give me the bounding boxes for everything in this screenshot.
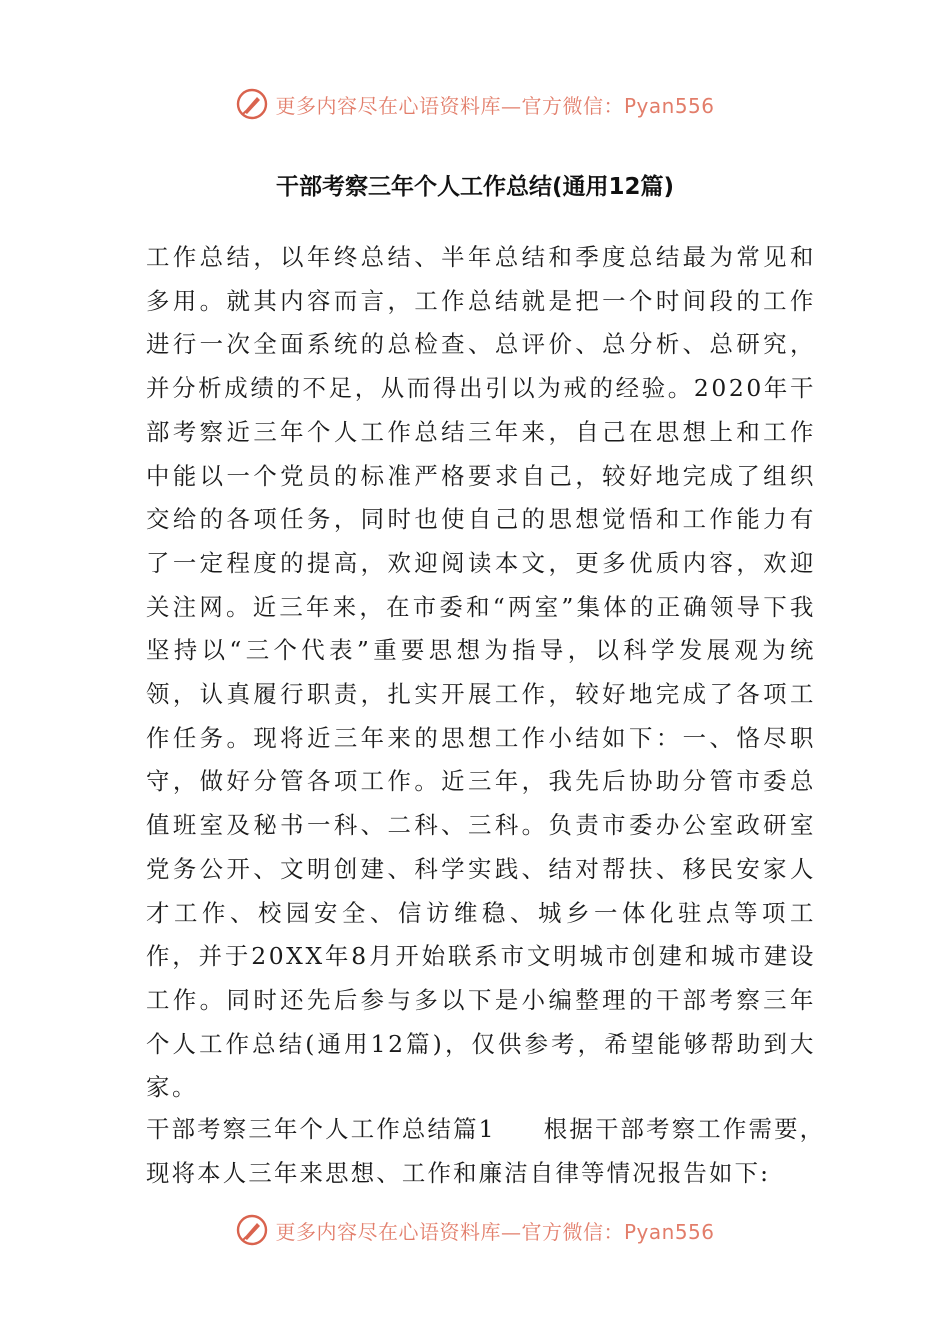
header-banner — [0, 84, 950, 124]
page-title: 干部考察三年个人工作总结(通用12篇) — [275, 174, 675, 200]
footer-banner — [0, 1210, 950, 1250]
banner-text: 更多内容尽在心语资料库—官方微信：Pyan556 — [275, 93, 715, 118]
section-text: 根据干部考察工作需要，现将本人三年来思想、工作和廉洁自律等情况报告如下: — [146, 1115, 826, 1187]
quill-pen-logo-icon — [235, 87, 269, 121]
banner-text: 更多内容尽在心语资料库—官方微信：Pyan556 — [275, 1219, 715, 1244]
section-title: 干部考察三年个人工作总结篇1 — [146, 1115, 496, 1143]
section-1 — [146, 1108, 826, 1195]
intro-paragraph — [146, 236, 816, 1110]
intro-text: 工作总结，以年终总结、半年总结和季度总结最为常见和多用。就其内容而言，工作总结就是把一个时间段的工作进行一次全面系统的总检查、总评价、总分析、总研究，并分析成绩的不足，从而得出引以为戒的经验。2020年干部考察近三年个人工作总结三年来，自己在思想上和工作中能以一个党员的标准严格要求自己，较好地完成了组织交给的各项任务，同时也使自己的思想觉悟和工作能力有了一定程度的提高，欢迎阅读本文，更多优质内容，欢迎关注网。近三年来，在市委和“两室”集体的正确领导下我坚持以“三个代表”重要思想为指导，以科学发展观为统领，认真履行职责，扎实开展工作，较好地完成了各项工作任务。现将近三年来的思想工作小结如下：一、恪尽职守，做好分管各项工作。近三年，我先后协助分管市委总值班室及秘书一科、二科、三科。负责市委办公室政研室党务公开、文明创建、科学实践、结对帮扶、移民安家人才工作、校园安全、信访维稳、城乡一体化驻点等项工作，并于20XX年8月开始联系市文明城市创建和城市建设工作。同时还先后参与多以下是小编整理的干部考察三年个人工作总结(通用12篇)，仅供参考，希望能够帮助到大家。 — [146, 243, 816, 1102]
wechat-id: Pyan556 — [623, 1219, 715, 1244]
quill-pen-logo-icon — [235, 1213, 269, 1247]
wechat-id: Pyan556 — [623, 93, 715, 118]
